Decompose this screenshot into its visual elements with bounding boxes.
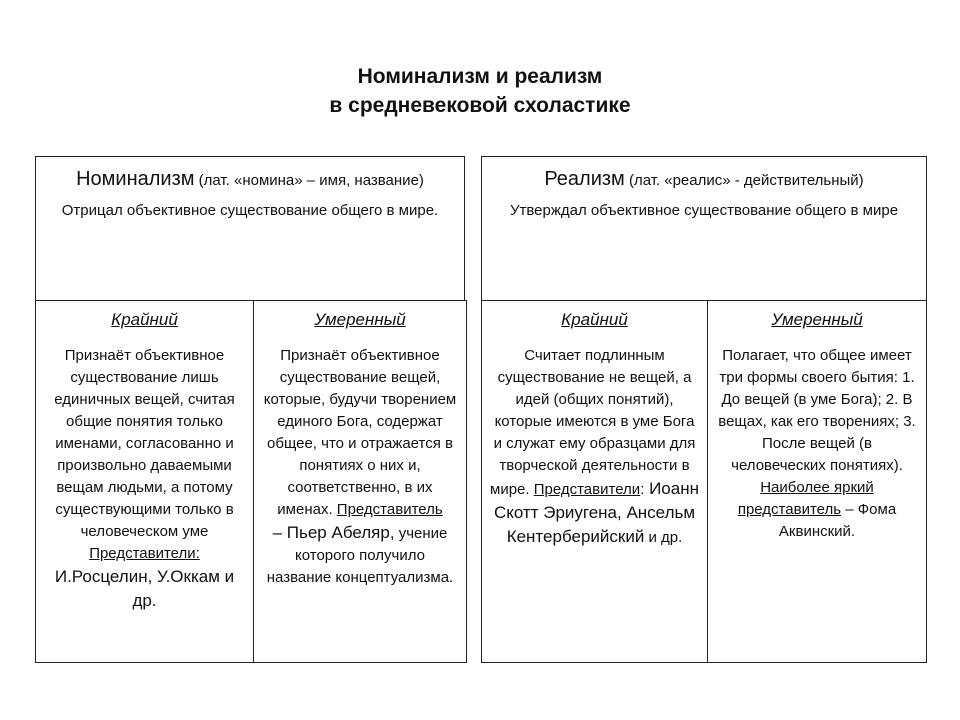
nominalism-extreme-heading: Крайний [111, 310, 178, 329]
realism-etymology: (лат. «реалис» - действительный) [624, 172, 864, 189]
nominalism-definition: Отрицал объективное существование общего в мире. [61, 202, 439, 219]
nominalism-extreme-reps-names: И.Росцелин, У.Оккам и др. [54, 567, 235, 610]
realism-header [481, 156, 927, 301]
nominalism-moderate-reps-tail: учение которого получило название концептуализма. [266, 525, 454, 586]
realism-moderate-reps-label: Наиболее яркий представитель [737, 479, 874, 518]
realism-moderate-reps-names: – Фома Аквинский. [778, 501, 897, 540]
nominalism-moderate-reps-names: – Пьер Абеляр, [272, 523, 395, 542]
realism-definition: Утверждал объективное существование общего в мире [509, 202, 899, 219]
realism-name: Реализм [544, 168, 625, 190]
nominalism-name: Номинализм [76, 168, 195, 190]
nominalism-moderate-reps-label: Представитель [336, 501, 443, 518]
realism-extreme-reps-tail: и др. [644, 529, 683, 546]
realism-moderate-heading: Умеренный [771, 310, 863, 329]
realism-moderate-text: Полагает, что общее имеет три формы своего бытия: 1. До вещей (в уме Бога); 2. В вещах, как его творениях; 3. После вещей (в человеческих понятиях). Наиболее яркий представитель – Фома Аквинский. [718, 347, 916, 540]
nominalism-moderate-text: Признаёт объективное существование вещей, которые, будучи творением единого Бога, содержат общее, что и отражается в понятиях о них и, соответственно, в их именах. Представитель – Пьер Абеляр, учение которого получило название концептуализма. [263, 347, 457, 586]
realism-extreme-column [481, 300, 708, 663]
realism-extreme-reps-names: Иоанн Скотт Эриугена, Ансельм Кентерберийский [493, 479, 699, 546]
realism-extreme-reps-label: Представители [533, 481, 641, 498]
realism-extreme-text: Считает подлинным существование не вещей, а идей (общих понятий), которые имеются в уме Бога и служат ему образцами для творческой деятельности в мире. Представители: Иоанн Скотт Эриугена, Ансельм Кентерберийский и др. [490, 347, 699, 546]
realism-moderate-column [707, 300, 927, 663]
nominalism-etymology: (лат. «номина» – имя, название) [194, 172, 424, 189]
nominalism-extreme-text: Признаёт объективное существование лишь единичных вещей, считая общие понятия только именами, согласованно и произвольно даваемыми вещам людьми, а потому существующими только в человеческом уме Представители: И.Росцелин, У.Оккам и др. [54, 347, 235, 610]
title-line-2: в средневековой схоластике [329, 94, 631, 117]
nominalism-moderate-column [253, 300, 467, 663]
nominalism-header [35, 156, 465, 301]
page-title [0, 62, 960, 120]
nominalism-moderate-heading: Умеренный [314, 310, 406, 329]
title-line-1: Номинализм и реализм [357, 65, 603, 88]
realism-extreme-heading: Крайний [561, 310, 628, 329]
nominalism-extreme-reps-label: Представители: [89, 545, 200, 562]
nominalism-extreme-column [35, 300, 254, 663]
